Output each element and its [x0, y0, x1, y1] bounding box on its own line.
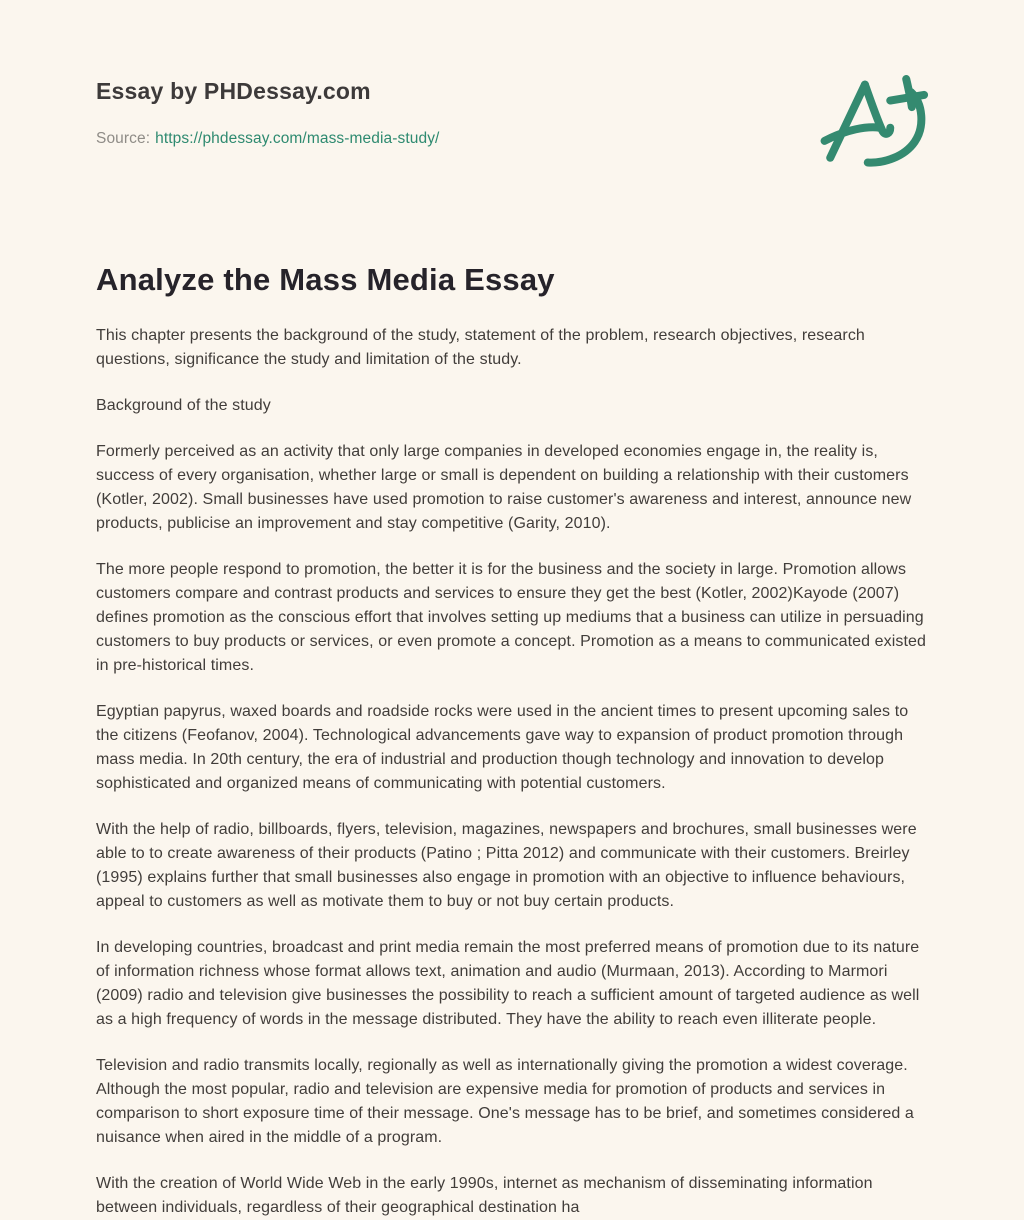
essay-paragraph: Egyptian papyrus, waxed boards and roadside rocks were used in the ancient times to present upcoming sales to the citizens (Feofanov, 2004). Technological advancements gave way to expansion of product promotion through mass media. In 20th century, the era of industrial and production though technology and innovation to develop sophisticated and organized means of communicating with potential customers.	[96, 703, 909, 792]
header-text-block	[96, 70, 439, 148]
header	[96, 70, 928, 176]
essay-paragraph: The more people respond to promotion, the better it is for the business and the society in large. Promotion allows customers compare and contrast products and services to ensure they get the best (Kotler, 2002)Kayode (2007) defines promotion as the conscious effort that involves setting up mediums that a business can utilize in persuading customers to buy products or services, or even promote a concept. Promotion as a means to communicated existed in pre-historical times.	[96, 561, 927, 674]
a-plus-logo-icon	[818, 72, 940, 176]
essay-section-heading-background: Background of the study	[96, 397, 271, 414]
essay-paragraph: Formerly perceived as an activity that only large companies in developed economies engage in, the reality is, success of every organisation, whether large or small is dependent on building a relationship with their customers (Kotler, 2002). Small businesses have used promotion to raise customer's awareness and interest, announce new products, publicise an improvement and stay competitive (Garity, 2010).	[96, 443, 912, 532]
essay-paragraph: With the help of radio, billboards, flyers, television, magazines, newspapers and brochures, small businesses were able to to create awareness of their products (Patino ; Pitta 2012) and communicate with their customers. Breirley (1995) explains further that small businesses also engage in promotion with an objective to influence behaviours, appeal to customers as well as motivate them to buy or not buy certain products.	[96, 821, 917, 910]
essay-paragraph-intro: This chapter presents the background of the study, statement of the problem, research objectives, research questions, significance the study and limitation of the study.	[96, 327, 865, 368]
source-link[interactable]: https://phdessay.com/mass-media-study/	[155, 130, 440, 147]
essay-paragraph: Television and radio transmits locally, regionally as well as internationally giving the promotion a widest coverage. Although the most popular, radio and television are expensive media for promotion of products and services in comparison to short exposure time of their message. One's message has to be brief, and sometimes considered a nuisance when aired in the middle of a program.	[96, 1057, 914, 1146]
essay-body	[96, 262, 928, 1220]
source-label: Source:	[96, 130, 151, 147]
source-line	[96, 130, 439, 148]
essay-paragraph: In developing countries, broadcast and print media remain the most preferred means of promotion due to its nature of information richness whose format allows text, animation and audio (Murmaan, 2013). According to Marmori (2009) radio and television give businesses the possibility to reach a sufficient amount of targeted audience as well as a high frequency of words in the message distributed. They have the ability to reach even illiterate people.	[96, 939, 920, 1028]
essay-title: Analyze the Mass Media Essay	[96, 262, 555, 297]
essay-paragraph-truncated: With the creation of World Wide Web in the early 1990s, internet as mechanism of disseminating information between individuals, regardless of their geographical destination ha	[96, 1175, 873, 1216]
brand-title: Essay by PHDessay.com	[96, 78, 371, 104]
